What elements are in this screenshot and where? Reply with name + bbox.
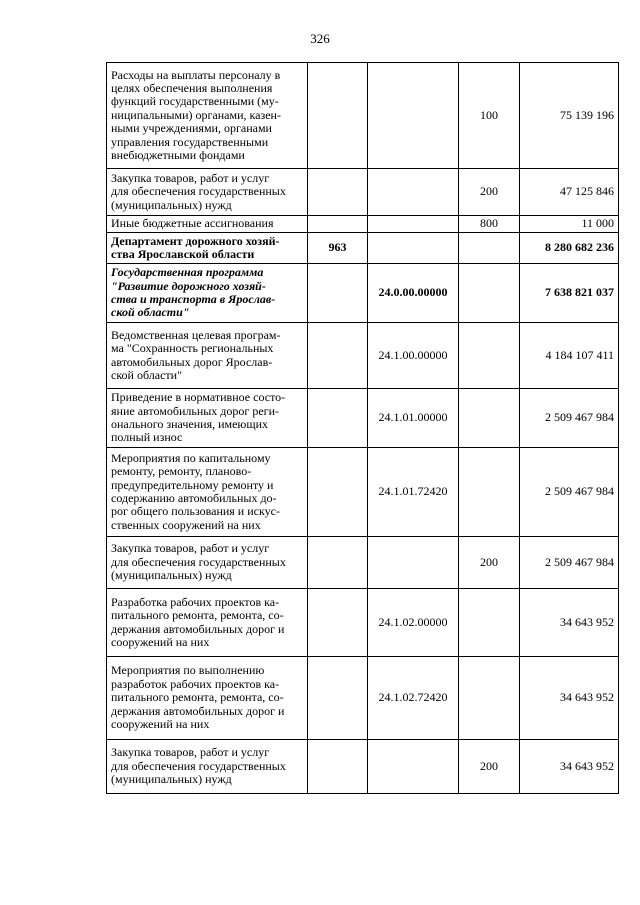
row-name: Ведомственная целевая програм- ма "Сохранность региональных автомобильных дорог Ярослав- ской области" [111,327,281,382]
row-name: Государственная программа "Развитие дорожного хозяй- ства и транспорта в Ярослав- ской области" [111,265,276,320]
amount-cell: 47 125 846 [520,169,619,216]
dept-code-cell [308,63,368,169]
expense-kind-cell [459,264,520,323]
expense-kind-cell: 100 [459,63,520,169]
expense-kind-cell [459,389,520,448]
row-name: Мероприятия по выполнению разработок рабочих проектов ка- питального ремонта, ремонта, со- держания автомобильных дорог и сооружений на них [111,663,285,732]
dept-code-cell [308,323,368,389]
row-name: Расходы на выплаты персоналу в целях обеспечения выполнения функций государственными (му- ниципальными) органами, казен- ными учреждениями, органами управления государственными внебюджетными фондами [111,67,281,163]
amount-cell: 7 638 821 037 [520,264,619,323]
expense-kind-cell: 200 [459,537,520,589]
expense-kind-cell [459,589,520,657]
program-code-cell: 24.1.01.72420 [368,448,459,537]
row-name-cell [107,216,308,233]
expense-kind-cell: 200 [459,740,520,794]
amount-cell: 34 643 952 [520,589,619,657]
row-name-cell [107,169,308,216]
table-row [107,448,619,537]
amount-cell: 4 184 107 411 [520,323,619,389]
program-code-cell [368,740,459,794]
dept-code-cell [308,589,368,657]
dept-code-cell [308,216,368,233]
row-name: Иные бюджетные ассигнования [111,216,274,231]
expense-kind-cell [459,448,520,537]
table-row [107,233,619,264]
dept-code-cell [308,448,368,537]
row-name: Мероприятия по капитальному ремонту, ремонту, планово- предупредительному ремонту и содержанию автомобильных до- рог общего пользования и искус- ственных сооружений на них [111,450,280,532]
row-name: Приведение в нормативное состо- яние автомобильных дорог реги- онального значения, имеющих полный износ [111,390,286,445]
row-name-cell [107,389,308,448]
row-name-cell [107,323,308,389]
row-name-cell [107,264,308,323]
amount-cell: 34 643 952 [520,657,619,740]
page-number: 326 [310,31,330,46]
program-code-cell [368,537,459,589]
row-name-cell [107,63,308,169]
table-row [107,740,619,794]
amount-cell: 2 509 467 984 [520,448,619,537]
program-code-cell [368,233,459,264]
program-code-cell [368,169,459,216]
row-name: Департамент дорожного хозяй- ства Ярославской области [111,233,280,261]
dept-code-cell [308,169,368,216]
row-name: Закупка товаров, работ и услуг для обеспечения государственных (муниципальных) нужд [111,745,286,787]
table-row [107,264,619,323]
table-row [107,63,619,169]
budget-table-body [107,63,619,794]
amount-cell: 11 000 [520,216,619,233]
program-code-cell: 24.1.02.00000 [368,589,459,657]
program-code-cell: 24.1.00.00000 [368,323,459,389]
table-row [107,589,619,657]
program-code-cell [368,216,459,233]
row-name-cell [107,233,308,264]
table-row [107,323,619,389]
amount-cell: 75 139 196 [520,63,619,169]
table-row [107,389,619,448]
budget-table [106,62,619,794]
expense-kind-cell [459,657,520,740]
amount-cell: 2 509 467 984 [520,389,619,448]
dept-code-cell [308,389,368,448]
expense-kind-cell [459,233,520,264]
dept-code-cell [308,264,368,323]
row-name: Разработка рабочих проектов ка- питального ремонта, ремонта, со- держания автомобильных дорог и сооружений на них [111,594,285,649]
dept-code-cell [308,740,368,794]
dept-code-cell [308,537,368,589]
dept-code-cell [308,657,368,740]
table-row [107,169,619,216]
table-row [107,657,619,740]
row-name-cell [107,740,308,794]
row-name-cell [107,657,308,740]
program-code-cell: 24.1.01.00000 [368,389,459,448]
table-row [107,216,619,233]
row-name: Закупка товаров, работ и услуг для обеспечения государственных (муниципальных) нужд [111,541,286,583]
program-code-cell: 24.1.02.72420 [368,657,459,740]
amount-cell: 2 509 467 984 [520,537,619,589]
amount-cell: 8 280 682 236 [520,233,619,264]
program-code-cell [368,63,459,169]
row-name-cell [107,537,308,589]
expense-kind-cell: 800 [459,216,520,233]
dept-code-cell: 963 [308,233,368,264]
expense-kind-cell: 200 [459,169,520,216]
amount-cell: 34 643 952 [520,740,619,794]
program-code-cell: 24.0.00.00000 [368,264,459,323]
expense-kind-cell [459,323,520,389]
row-name: Закупка товаров, работ и услуг для обеспечения государственных (муниципальных) нужд [111,170,286,212]
table-row [107,537,619,589]
row-name-cell [107,589,308,657]
row-name-cell [107,448,308,537]
